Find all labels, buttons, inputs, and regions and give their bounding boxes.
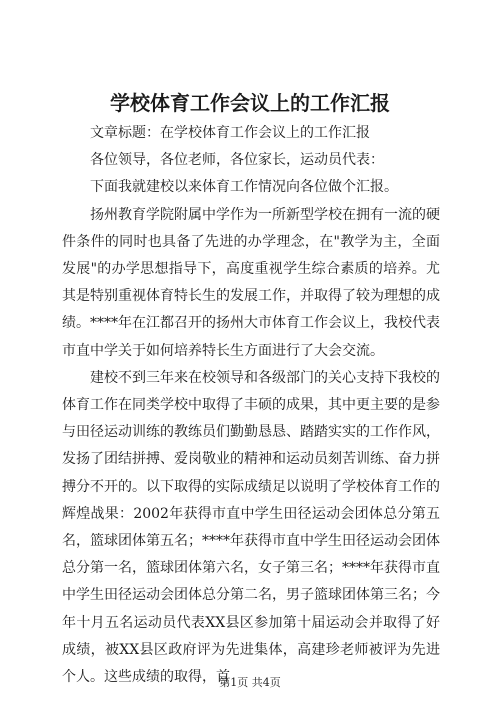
- article-title-line: 文章标题：在学校体育工作会议上的工作汇报: [90, 125, 370, 141]
- school-background-paragraph: 扬州教育学院附属中学作为一所新型学校在拥有一流的硬件条件的同时也具备了先进的办学理念，在"教学为主，全面发展"的办学思想指导下，高度重视学生综合素质的培养。尤其是特别重视体育特长生的发展工作，并取得了较为理想的成绩。****年在江都召开的扬州大市体育工作会议上，我校代表市直中学关于如何培养特长生方面进行了大会交流。: [62, 206, 440, 359]
- document-title: 学校体育工作会议上的工作汇报: [110, 91, 390, 115]
- page-number-footer: 第1页 共4页: [219, 676, 281, 689]
- salutation-paragraph: 各位领导，各位老师，各位家长，运动员代表：: [90, 152, 384, 169]
- achievements-paragraph: 建校不到三年来在校领导和各级部门的关心支持下我校的体育工作在同类学校中取得了丰硕的成果，其中更主要的是参与田径运动训练的教练员们勤勤恳恳、踏踏实实的工作作风，发扬了团结拼搏、爱岗敬业的精神和运动员刻苦训练、奋力拼搏分不开的。以下取得的实际成绩足以说明了学校体育工作的辉煌战果：2002年获得市直中学生田径运动会团体总分第五名，篮球团体第五名；****年获得市直中学生田径运动会团体总分第一名，篮球团体第六名，女子第三名；****年获得市直中学生田径运动会团体总分第二名，男子篮球团体第三名；今年十月五名运动员代表XX县区参加第十届运动会并取得了好成绩，被XX县区政府评为先进集体，高建珍老师被评为先进个人。这些成绩的取得，首: [62, 369, 440, 686]
- intro-paragraph: 下面我就建校以来体育工作情况向各位做个汇报。: [90, 179, 398, 196]
- document-body: [62, 120, 440, 691]
